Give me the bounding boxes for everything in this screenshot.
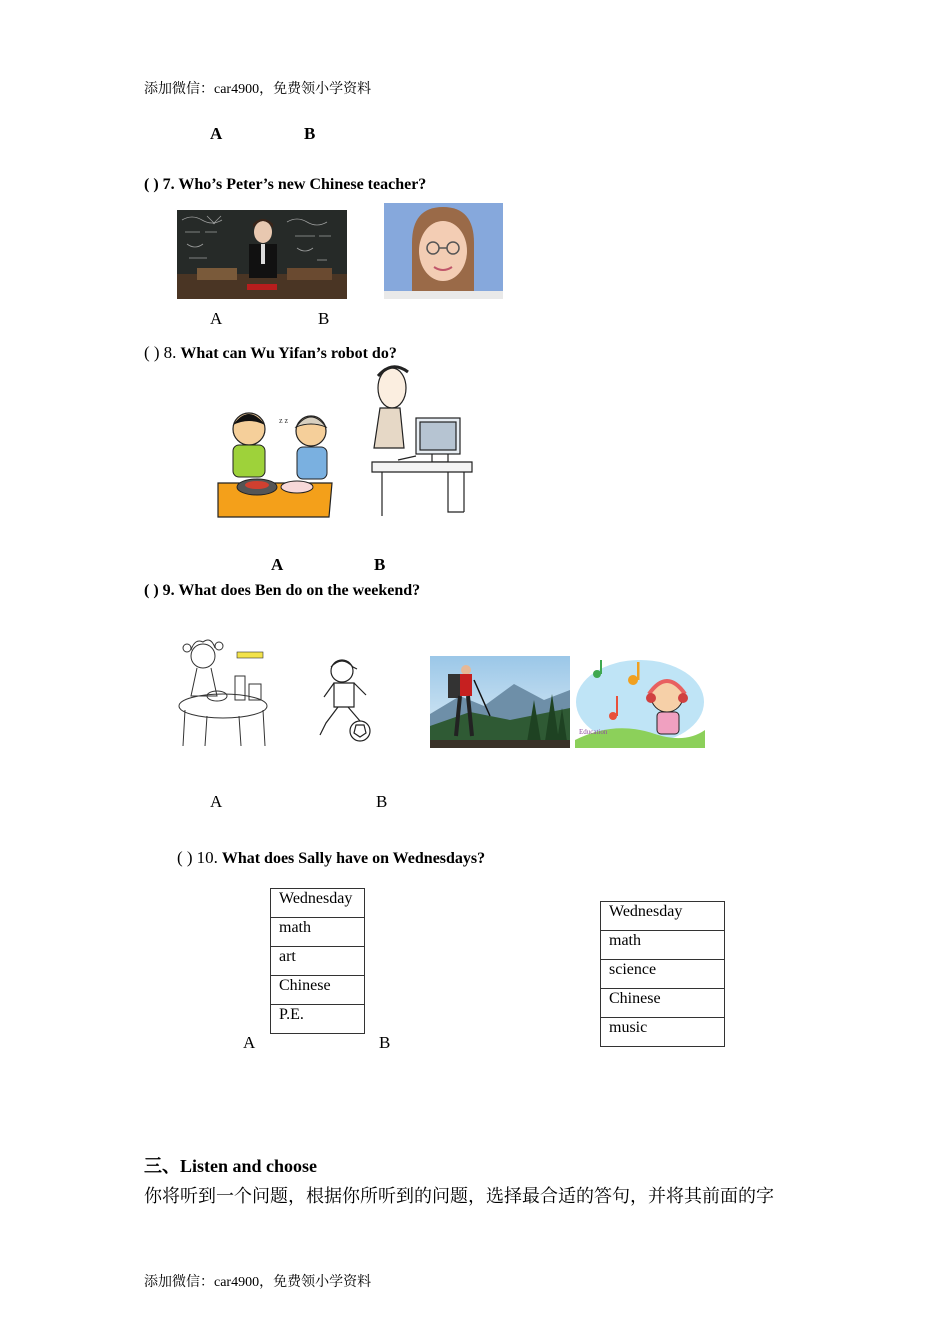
table-row (271, 1005, 365, 1034)
q10-label-a: A (243, 1033, 256, 1052)
q10-question-line (177, 848, 485, 868)
table-cell: art (271, 947, 365, 976)
q9-question: 9. What does Ben do on the weekend? (162, 582, 421, 599)
q10-schedule-b (600, 901, 725, 1047)
q8-label-b: B (374, 555, 386, 574)
q6-label-a: A (210, 124, 223, 143)
q10-schedule-a (270, 888, 365, 1034)
q9-image-football (312, 655, 377, 745)
q7-image-a-teacher (177, 210, 347, 299)
table-row (271, 889, 365, 918)
q7-image-b-woman (384, 203, 503, 299)
svg-text:z z: z z (279, 416, 289, 425)
q8-image-a-cooking (215, 405, 335, 518)
q9-question-line (144, 582, 420, 600)
table-row (601, 931, 725, 960)
table-cell: Chinese (271, 976, 365, 1005)
q9-label-a: A (210, 792, 223, 811)
table-row (271, 918, 365, 947)
q10-question: What does Sally have on Wednesdays? (221, 850, 486, 867)
table-row (601, 902, 725, 931)
q7-answer-paren[interactable]: ( ) (144, 176, 159, 193)
q10-label-b: B (379, 1033, 391, 1052)
table-cell: science (601, 960, 725, 989)
q8-image-b-computer (368, 362, 478, 518)
table-cell: Wednesday (271, 889, 365, 918)
q8-question-line (144, 343, 397, 363)
table-row (271, 976, 365, 1005)
table-row (601, 1018, 725, 1047)
q7-question-line (144, 176, 426, 194)
table-cell: Chinese (601, 989, 725, 1018)
q6-label-b: B (304, 124, 316, 143)
q7-question: 7. Who’s Peter’s new Chinese teacher? (162, 176, 427, 193)
table-row (601, 989, 725, 1018)
page-header: 添加微信：car4900，免费领小学资料 (144, 82, 372, 97)
section3-instruction: 你将听到一个问题，根据你所听到的问题，选择最合适的答句，并将其前面的字 (144, 1186, 774, 1206)
q9-image-hiking (430, 656, 570, 748)
section3-title: 三、Listen and choose (144, 1156, 318, 1176)
table-cell: math (601, 931, 725, 960)
q8-label-a: A (271, 555, 284, 574)
q8-answer-paren[interactable]: ( ) (144, 343, 160, 362)
q9-image-girl-cooking (177, 636, 269, 748)
q10-number: 10. (196, 848, 218, 867)
q10-answer-paren[interactable]: ( ) (177, 848, 193, 867)
table-cell: math (271, 918, 365, 947)
table-cell: P.E. (271, 1005, 365, 1034)
q8-number: 8. (163, 343, 177, 362)
q7-label-b: B (318, 309, 330, 328)
table-cell: Wednesday (601, 902, 725, 931)
q9-answer-paren[interactable]: ( ) (144, 582, 159, 599)
q9-image-music (575, 656, 705, 748)
table-row (601, 960, 725, 989)
page-footer: 添加微信：car4900，免费领小学资料 (144, 1275, 372, 1290)
q7-label-a: A (210, 309, 223, 328)
q8-question: What can Wu Yifan’s robot do? (180, 345, 397, 362)
table-row (271, 947, 365, 976)
table-cell: music (601, 1018, 725, 1047)
svg-text:Education: Education (579, 728, 608, 736)
q9-label-b: B (376, 792, 388, 811)
